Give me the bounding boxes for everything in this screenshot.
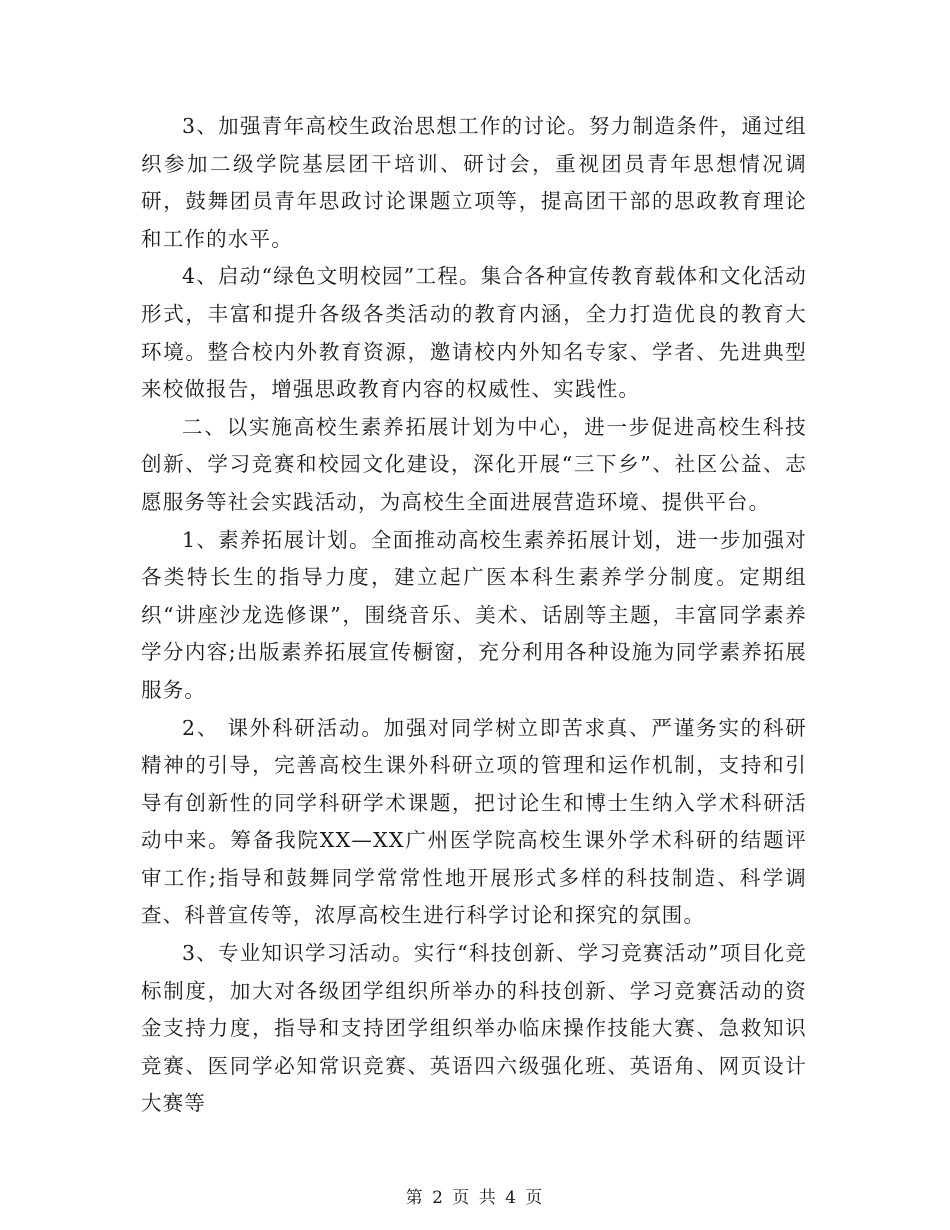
page-number-label: 第 2 页 共 4 页: [405, 1188, 545, 1208]
paragraph-section-two-heading: 二、以实施高校生素养拓展计划为中心，进一步促进高校生科技创新、学习竞赛和校园文化建设，深化开展“三下乡”、社区公益、志愿服务等社会实践活动，为高校生全面进展营造环境、提供平台。: [141, 414, 807, 514]
paragraph-green-campus-project: 4、启动“绿色文明校园”工程。集合各种宣传教育载体和文化活动形式，丰富和提升各级各类活动的教育内涵，全力打造优良的教育大环境。整合校内外教育资源，邀请校内外知名专家、学者、先进典型来校做报告，增强思政教育内容的权威性、实践性。: [141, 264, 807, 402]
document-body: [141, 108, 807, 1123]
paragraph-professional-learning: 3、专业知识学习活动。实行“科技创新、学习竞赛活动”项目化竞标制度，加大对各级团学组织所举办的科技创新、学习竞赛活动的资金支持力度，指导和支持团学组织举办临床操作技能大赛、急救知识竞赛、医同学必知常识竞赛、英语四六级强化班、英语角、网页设计大赛等: [141, 941, 807, 1116]
page-footer: [0, 1183, 950, 1208]
paragraph-quality-expansion-plan: 1、素养拓展计划。全面推动高校生素养拓展计划，进一步加强对各类特长生的指导力度，建立起广医本科生素养学分制度。定期组织“讲座沙龙选修课”，围绕音乐、美术、话剧等主题，丰富同学素养学分内容;出版素养拓展宣传橱窗，充分利用各种设施为同学素养拓展服务。: [141, 527, 807, 702]
paragraph-extracurricular-research: 2、 课外科研活动。加强对同学树立即苦求真、严谨务实的科研精神的引导，完善高校生课外科研立项的管理和运作机制，支持和引导有创新性的同学科研学术课题，把讨论生和博士生纳入学术科研活动中来。筹备我院XX—XX广州医学院高校生课外学术科研的结题评审工作;指导和鼓舞同学常常性地开展形式多样的科技制造、科学调查、科普宣传等，浓厚高校生进行科学讨论和探究的氛围。: [141, 715, 807, 928]
paragraph-strengthen-political-thought: 3、加强青年高校生政治思想工作的讨论。努力制造条件，通过组织参加二级学院基层团干培训、研讨会，重视团员青年思想情况调研，鼓舞团员青年思政讨论课题立项等，提高团干部的思政教育理论和工作的水平。: [141, 114, 807, 251]
